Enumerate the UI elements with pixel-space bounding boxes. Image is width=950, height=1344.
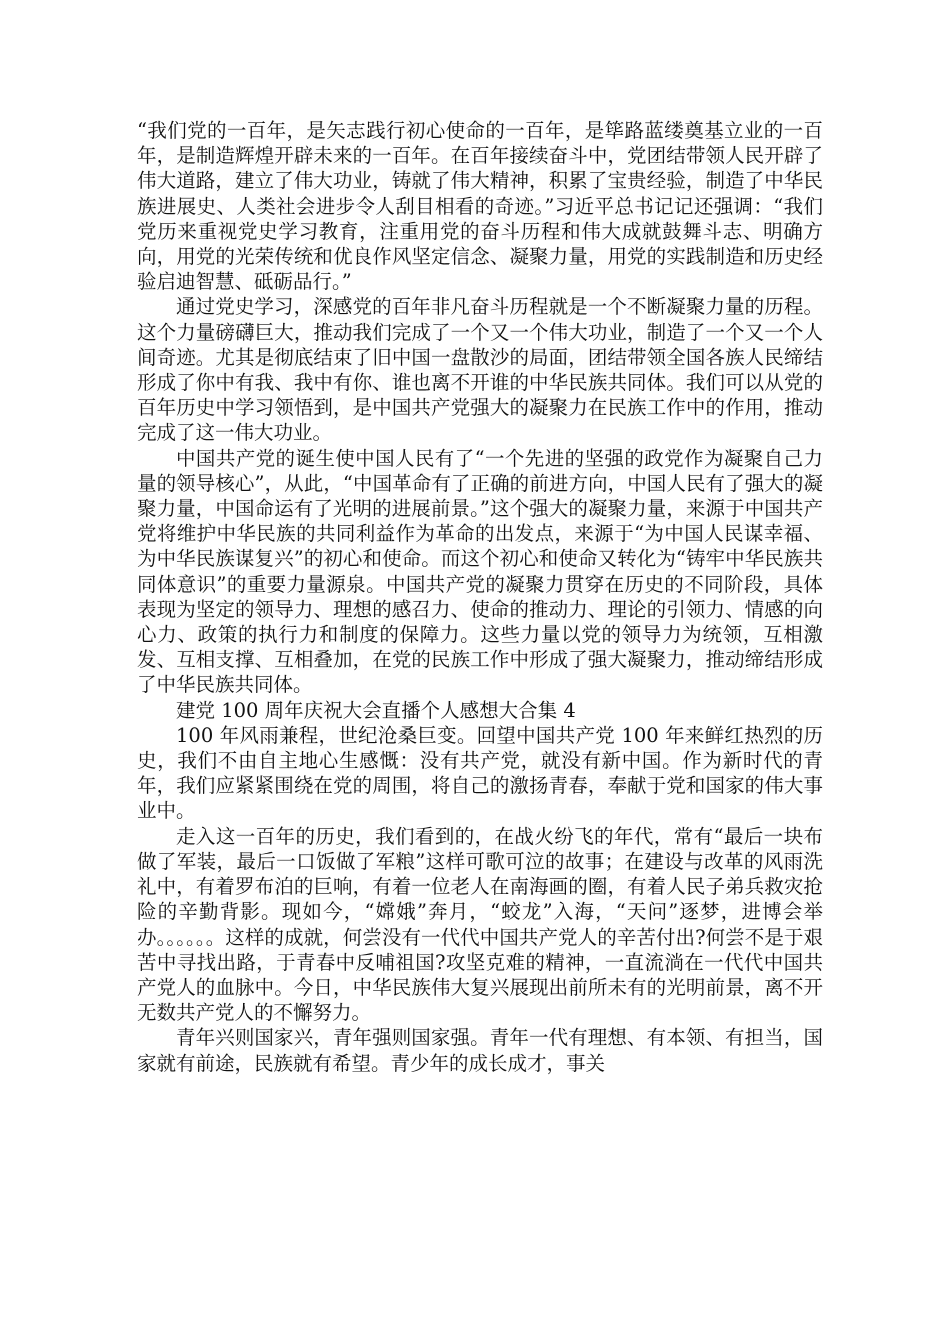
paragraph-2: 通过党史学习，深感党的百年非凡奋斗历程就是一个不断凝聚力量的历程。这个力量磅礴巨大，推动我们完成了一个又一个伟大功业，制造了一个又一个人间奇迹。尤其是彻底结束了旧中国一盘散沙的局面，团结带领全国各族人民缔结形成了你中有我、我中有你、谁也离不开谁的中华民族共同体。我们可以从党的百年历史中学习领悟到，是中国共产党强大的凝聚力在民族工作中的作用，推动完成了这一伟大功业。	[137, 295, 823, 445]
paragraph-5: 走入这一百年的历史，我们看到的，在战火纷飞的年代，常有“最后一块布做了军装，最后一口饭做了军粮”这样可歌可泣的故事；在建设与改革的风雨洗礼中，有着罗布泊的巨响，有着一位老人在南海画的圈，有着人民子弟兵救灾抢险的辛勤背影。现如今，“嫦娥”奔月，“蛟龙”入海，“天问”逐梦，进博会举办。。。。。。这样的成就，何尝没有一代代中国共产党人的辛苦付出?何尝不是于艰苦中寻找出路，于青春中反哺祖国?攻坚克难的精神，一直流淌在一代代中国共产党人的血脉中。今日，中华民族伟大复兴展现出前所未有的光明前景，离不开无数共产党人的不懈努力。	[137, 824, 823, 1025]
paragraph-3: 中国共产党的诞生使中国人民有了“一个先进的坚强的政党作为凝聚自己力量的领导核心”，从此，“中国革命有了正确的前进方向，中国人民有了强大的凝聚力量，中国命运有了光明的进展前景。”这个强大的凝聚力量，来源于中国共产党将维护中华民族的共同利益作为革命的出发点，来源于“为中国人民谋幸福、为中华民族谋复兴”的初心和使命。而这个初心和使命又转化为“铸牢中华民族共同体意识”的重要力量源泉。中国共产党的凝聚力贯穿在历史的不同阶段，具体表现为坚定的领导力、理想的感召力、使命的推动力、理论的引领力、情感的向心力、政策的执行力和制度的保障力。这些力量以党的领导力为统领，互相激发、互相支撑、互相叠加，在党的民族工作中形成了强大凝聚力，推动缔结形成了中华民族共同体。	[137, 446, 823, 697]
document-body	[137, 118, 823, 1076]
section-heading: 建党 100 周年庆祝大会直播个人感想大合集 4	[176, 698, 576, 722]
paragraph-1: “我们党的一百年，是矢志践行初心使命的一百年，是筚路蓝缕奠基立业的一百年，是制造辉煌开辟未来的一百年。在百年接续奋斗中，党团结带领人民开辟了伟大道路，建立了伟大功业，铸就了伟大精神，积累了宝贵经验，制造了中华民族进展史、人类社会进步令人刮目相看的奇迹。”习近平总书记记还强调：“我们党历来重视党史学习教育，注重用党的奋斗历程和伟大成就鼓舞斗志、明确方向，用党的光荣传统和优良作风坚定信念、凝聚力量，用党的实践制造和历史经验启迪智慧、砥砺品行。”	[137, 119, 823, 294]
paragraph-4: 100 年风雨兼程，世纪沧桑巨变。回望中国共产党 100 年来鲜红热烈的历史，我们不由自主地心生感慨：没有共产党，就没有新中国。作为新时代的青年，我们应紧紧围绕在党的周围，将自己的激扬青春，奉献于党和国家的伟大事业中。	[137, 723, 823, 823]
paragraph-6: 青年兴则国家兴，青年强则国家强。青年一代有理想、有本领、有担当，国家就有前途，民族就有希望。青少年的成长成才，事关	[137, 1026, 823, 1075]
